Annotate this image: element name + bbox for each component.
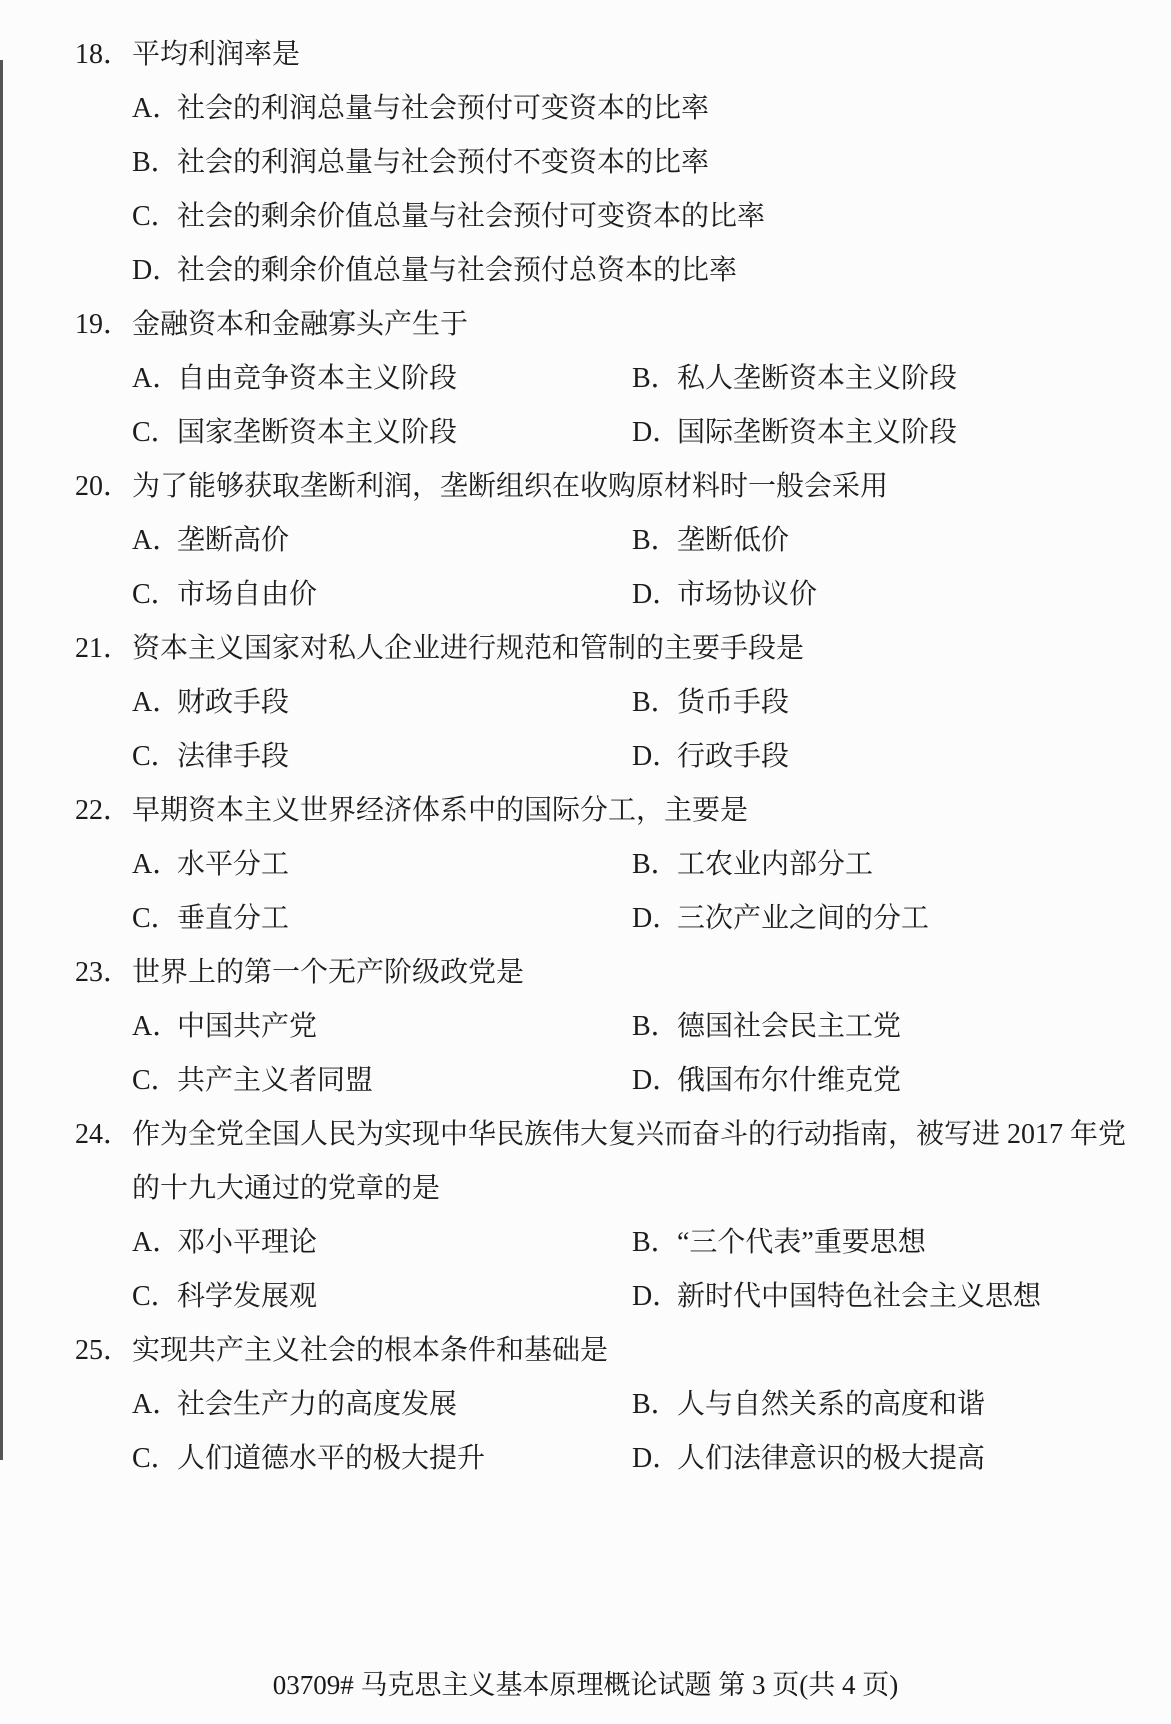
option-a [132,1216,632,1270]
question-number: 24． [75,1119,132,1150]
option-a [132,82,1151,136]
option-d [632,892,1151,946]
option-c [132,892,632,946]
options-list [75,838,1151,946]
option-label: C． [132,201,179,232]
option-text: 社会的剩余价值总量与社会预付总资本的比率 [177,255,738,286]
option-label: A． [132,849,181,880]
question-number: 19． [75,309,132,340]
question-24 [75,1108,1151,1324]
option-a [132,352,632,406]
option-text: 人们法律意识的极大提高 [677,1443,986,1474]
option-label: D． [632,903,681,934]
option-text: 货币手段 [677,687,790,718]
option-a [132,514,632,568]
option-d [632,568,1151,622]
footer-text: 03709# 马克思主义基本原理概论试题 第 3 页(共 4 页) [272,1670,899,1700]
options-list [75,352,1151,460]
option-label: B． [632,1227,679,1258]
option-text: 国际垄断资本主义阶段 [677,417,958,448]
option-label: C． [132,1443,179,1474]
option-b [632,676,1151,730]
question-stem [75,460,1151,514]
option-d [632,1270,1151,1324]
option-text: 自由竞争资本主义阶段 [177,363,458,394]
question-number: 18． [75,39,132,70]
option-text: 市场协议价 [677,579,818,610]
option-text: 社会的利润总量与社会预付可变资本的比率 [177,93,710,124]
option-text: 三次产业之间的分工 [677,903,930,934]
option-text: 共产主义者同盟 [177,1065,374,1096]
option-d [632,1432,1151,1486]
option-b [132,136,1151,190]
option-label: C． [132,1281,179,1312]
options-list [75,82,1151,298]
option-text: 人们道德水平的极大提升 [177,1443,486,1474]
question-stem [75,784,1151,838]
question-19 [75,298,1151,460]
option-d [632,730,1151,784]
option-text: 垄断高价 [177,525,290,556]
option-label: D． [632,417,681,448]
option-text: 中国共产党 [177,1011,318,1042]
option-b [632,838,1151,892]
option-text: 社会的利润总量与社会预付不变资本的比率 [177,147,710,178]
option-label: C． [132,1065,179,1096]
question-stem [75,1108,1151,1162]
option-c [132,406,632,460]
option-b [632,1378,1151,1432]
option-text: 邓小平理论 [177,1227,318,1258]
option-label: D． [632,1281,681,1312]
question-number-spacer [75,1162,132,1216]
question-stem-text-line2: 的十九大通过的党章的是 [132,1173,441,1204]
question-stem [75,622,1151,676]
question-20 [75,460,1151,622]
option-text: 科学发展观 [177,1281,318,1312]
option-label: D． [132,255,181,286]
option-label: C． [132,903,179,934]
option-text: 财政手段 [177,687,290,718]
option-label: B． [632,849,679,880]
question-stem-text: 为了能够获取垄断利润，垄断组织在收购原材料时一般会采用 [132,471,889,502]
option-text: 行政手段 [677,741,790,772]
options-list [75,1216,1151,1324]
question-stem-text: 平均利润率是 [132,39,301,70]
option-label: C． [132,741,179,772]
option-a [132,1000,632,1054]
option-label: A． [132,1011,181,1042]
option-text: 垂直分工 [177,903,290,934]
option-text: 人与自然关系的高度和谐 [677,1389,986,1420]
options-list [75,1378,1151,1486]
option-text: 私人垄断资本主义阶段 [677,363,958,394]
options-list [75,1000,1151,1108]
question-stem-text: 资本主义国家对私人企业进行规范和管制的主要手段是 [132,633,805,664]
option-label: B． [132,147,179,178]
option-a [132,676,632,730]
question-22 [75,784,1151,946]
question-21 [75,622,1151,784]
options-list [75,514,1151,622]
option-label: C． [132,417,179,448]
option-b [632,1216,1151,1270]
option-label: B． [632,687,679,718]
option-label: B． [632,525,679,556]
option-label: D． [632,1065,681,1096]
option-label: A． [132,1389,181,1420]
option-c [132,568,632,622]
question-stem-text: 金融资本和金融寡头产生于 [132,309,469,340]
question-stem-text: 早期资本主义世界经济体系中的国际分工，主要是 [132,795,749,826]
option-text: 社会的剩余价值总量与社会预付可变资本的比率 [177,201,766,232]
question-stem-text: 世界上的第一个无产阶级政党是 [132,957,525,988]
option-label: B． [632,1389,679,1420]
option-a [132,1378,632,1432]
option-text: 社会生产力的高度发展 [177,1389,458,1420]
option-text: 市场自由价 [177,579,318,610]
question-number: 21． [75,633,132,664]
option-d [132,244,1151,298]
question-number: 20． [75,471,132,502]
question-23 [75,946,1151,1108]
question-stem [75,1324,1151,1378]
option-a [132,838,632,892]
question-stem-continued [75,1162,1151,1216]
option-text: 新时代中国特色社会主义思想 [677,1281,1042,1312]
question-number: 25． [75,1335,132,1366]
option-d [632,1054,1151,1108]
option-label: A． [132,687,181,718]
option-text: 法律手段 [177,741,290,772]
option-text: 德国社会民主工党 [677,1011,902,1042]
question-18 [75,28,1151,298]
option-text: 俄国布尔什维克党 [677,1065,902,1096]
option-b [632,1000,1151,1054]
option-label: A． [132,525,181,556]
question-number: 23． [75,957,132,988]
option-c [132,730,632,784]
option-label: B． [632,363,679,394]
question-stem [75,28,1151,82]
option-c [132,1270,632,1324]
option-label: D． [632,1443,681,1474]
option-b [632,352,1151,406]
questions-area [0,28,1171,1486]
option-c [132,1432,632,1486]
option-b [632,514,1151,568]
option-text: 国家垄断资本主义阶段 [177,417,458,448]
question-stem [75,298,1151,352]
question-stem-text: 作为全党全国人民为实现中华民族伟大复兴而奋斗的行动指南，被写进 2017 年党 [132,1119,1127,1150]
option-label: D． [632,741,681,772]
question-number: 22． [75,795,132,826]
option-label: C． [132,579,179,610]
option-text: 水平分工 [177,849,290,880]
option-label: D． [632,579,681,610]
option-text: 工农业内部分工 [677,849,874,880]
option-text: “三个代表”重要思想 [677,1227,926,1258]
page-footer [0,1665,1171,1705]
option-text: 垄断低价 [677,525,790,556]
option-d [632,406,1151,460]
option-c [132,190,1151,244]
option-c [132,1054,632,1108]
question-stem-text: 实现共产主义社会的根本条件和基础是 [132,1335,609,1366]
question-25 [75,1324,1151,1486]
options-list [75,676,1151,784]
option-label: A． [132,93,181,124]
option-label: A． [132,1227,181,1258]
option-label: A． [132,363,181,394]
question-stem [75,946,1151,1000]
option-label: B． [632,1011,679,1042]
